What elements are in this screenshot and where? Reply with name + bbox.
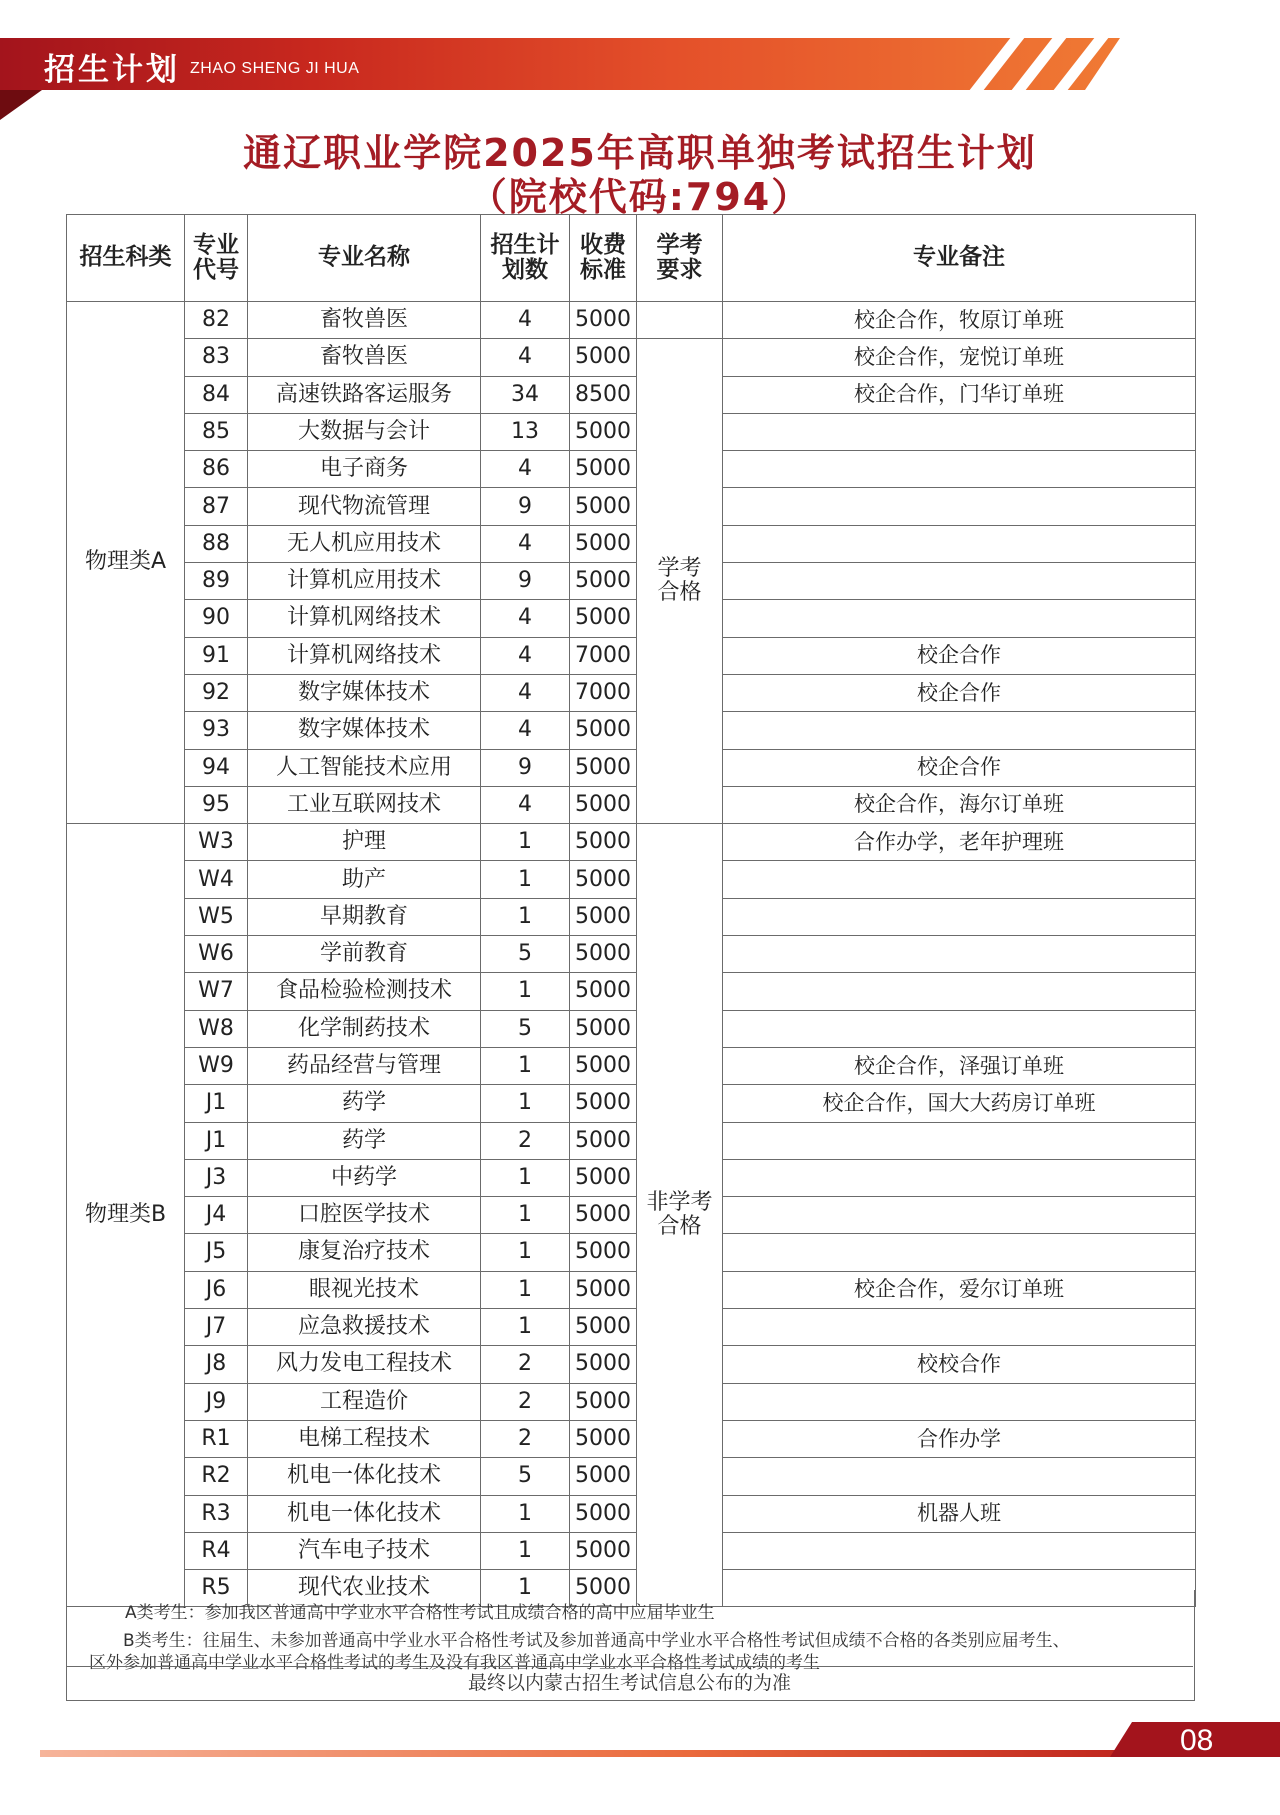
banner-stripes	[960, 38, 1130, 90]
plan-count-cell: 4	[481, 600, 570, 637]
fee-cell: 5000	[570, 1085, 637, 1122]
fee-cell: 5000	[570, 1420, 637, 1457]
remark-cell	[723, 1532, 1196, 1569]
remark-cell	[723, 898, 1196, 935]
major-code-cell: R2	[185, 1458, 248, 1495]
requirement-cell: 非学考 合格	[637, 824, 723, 1607]
major-code-cell: 92	[185, 674, 248, 711]
major-name-cell: 畜牧兽医	[248, 302, 481, 339]
major-name-cell: 学前教育	[248, 936, 481, 973]
table-row	[67, 563, 1196, 600]
major-code-cell: W5	[185, 898, 248, 935]
plan-count-cell: 1	[481, 1495, 570, 1532]
major-name-cell: 助产	[248, 861, 481, 898]
table-row	[67, 525, 1196, 562]
header-requirement: 学考 要求	[637, 215, 723, 302]
plan-count-cell: 1	[481, 1159, 570, 1196]
remark-cell: 校企合作，海尔订单班	[723, 786, 1196, 823]
plan-count-cell: 1	[481, 898, 570, 935]
plan-count-cell: 2	[481, 1383, 570, 1420]
table-row	[67, 824, 1196, 861]
plan-count-cell: 4	[481, 637, 570, 674]
remark-cell: 校企合作，国大大药房订单班	[723, 1085, 1196, 1122]
fee-cell: 5000	[570, 488, 637, 525]
major-name-cell: 中药学	[248, 1159, 481, 1196]
fee-cell: 5000	[570, 786, 637, 823]
school-code: （院校代码:794）	[468, 175, 812, 219]
remark-cell: 合作办学	[723, 1420, 1196, 1457]
header-name: 专业名称	[248, 215, 481, 302]
table-body	[67, 302, 1196, 1607]
final-note: 最终以内蒙古招生考试信息公布的为准	[66, 1666, 1193, 1700]
fee-cell: 5000	[570, 749, 637, 786]
remark-cell	[723, 973, 1196, 1010]
page-number: 08	[1180, 1724, 1214, 1757]
major-name-cell: 电子商务	[248, 451, 481, 488]
plan-count-cell: 4	[481, 525, 570, 562]
fee-cell: 5000	[570, 1532, 637, 1569]
major-code-cell: 90	[185, 600, 248, 637]
header-code: 专业 代号	[185, 215, 248, 302]
banner-fold	[0, 90, 42, 120]
table-row	[67, 1197, 1196, 1234]
fee-cell: 5000	[570, 712, 637, 749]
table-row	[67, 1234, 1196, 1271]
major-name-cell: 现代物流管理	[248, 488, 481, 525]
remark-cell: 校企合作，宠悦订单班	[723, 339, 1196, 376]
major-name-cell: 工业互联网技术	[248, 786, 481, 823]
major-name-cell: 现代农业技术	[248, 1570, 481, 1607]
remark-cell	[723, 1234, 1196, 1271]
major-name-cell: 机电一体化技术	[248, 1495, 481, 1532]
major-name-cell: 工程造价	[248, 1383, 481, 1420]
major-code-cell: W8	[185, 1010, 248, 1047]
major-name-cell: 应急救援技术	[248, 1309, 481, 1346]
major-name-cell: 畜牧兽医	[248, 339, 481, 376]
fee-cell: 5000	[570, 563, 637, 600]
major-code-cell: 86	[185, 451, 248, 488]
fee-cell: 5000	[570, 1010, 637, 1047]
requirement-cell: 学考 合格	[637, 339, 723, 824]
major-name-cell: 数字媒体技术	[248, 674, 481, 711]
table-row	[67, 936, 1196, 973]
table-row	[67, 451, 1196, 488]
plan-count-cell: 5	[481, 1458, 570, 1495]
major-code-cell: J6	[185, 1271, 248, 1308]
table-row	[67, 898, 1196, 935]
table-row	[67, 1085, 1196, 1122]
remark-cell	[723, 1458, 1196, 1495]
remark-cell	[723, 1383, 1196, 1420]
table-row	[67, 861, 1196, 898]
major-name-cell: 数字媒体技术	[248, 712, 481, 749]
plan-count-cell: 5	[481, 1010, 570, 1047]
requirement-cell-blank	[637, 302, 723, 339]
major-name-cell: 机电一体化技术	[248, 1458, 481, 1495]
major-code-cell: J3	[185, 1159, 248, 1196]
section-subtitle: ZHAO SHENG JI HUA	[190, 60, 360, 77]
remark-cell	[723, 1309, 1196, 1346]
table-row	[67, 302, 1196, 339]
remark-cell: 校企合作，泽强订单班	[723, 1047, 1196, 1084]
major-name-cell: 药学	[248, 1085, 481, 1122]
fee-cell: 5000	[570, 1495, 637, 1532]
major-code-cell: R4	[185, 1532, 248, 1569]
fee-cell: 8500	[570, 376, 637, 413]
table-row	[67, 600, 1196, 637]
fee-cell: 7000	[570, 637, 637, 674]
fee-cell: 5000	[570, 1309, 637, 1346]
major-code-cell: 95	[185, 786, 248, 823]
major-code-cell: 83	[185, 339, 248, 376]
remark-cell: 校企合作	[723, 749, 1196, 786]
table-row	[67, 1383, 1196, 1420]
fee-cell: 5000	[570, 1197, 637, 1234]
remark-cell: 校企合作，爱尔订单班	[723, 1271, 1196, 1308]
table-row	[67, 786, 1196, 823]
major-code-cell: R5	[185, 1570, 248, 1607]
remark-cell	[723, 451, 1196, 488]
plan-count-cell: 1	[481, 1532, 570, 1569]
plan-count-cell: 1	[481, 824, 570, 861]
fee-cell: 5000	[570, 1122, 637, 1159]
fee-cell: 5000	[570, 824, 637, 861]
plan-count-cell: 4	[481, 302, 570, 339]
major-code-cell: J4	[185, 1197, 248, 1234]
plan-count-cell: 4	[481, 451, 570, 488]
remark-cell	[723, 712, 1196, 749]
major-code-cell: J1	[185, 1122, 248, 1159]
plan-count-cell: 9	[481, 563, 570, 600]
major-code-cell: 85	[185, 413, 248, 450]
table-row	[67, 1420, 1196, 1457]
table-row	[67, 1271, 1196, 1308]
fee-cell: 5000	[570, 339, 637, 376]
major-code-cell: J1	[185, 1085, 248, 1122]
major-code-cell: R3	[185, 1495, 248, 1532]
major-code-cell: W3	[185, 824, 248, 861]
plan-count-cell: 5	[481, 936, 570, 973]
major-code-cell: 84	[185, 376, 248, 413]
major-code-cell: J5	[185, 1234, 248, 1271]
fee-cell: 5000	[570, 1159, 637, 1196]
table-row	[67, 1532, 1196, 1569]
table-row	[67, 1458, 1196, 1495]
remark-cell: 校校合作	[723, 1346, 1196, 1383]
major-name-cell: 高速铁路客运服务	[248, 376, 481, 413]
table-row	[67, 413, 1196, 450]
major-name-cell: 早期教育	[248, 898, 481, 935]
plan-count-cell: 9	[481, 488, 570, 525]
header-remark: 专业备注	[723, 215, 1196, 302]
remark-cell	[723, 413, 1196, 450]
major-name-cell: 计算机应用技术	[248, 563, 481, 600]
fee-cell: 5000	[570, 451, 637, 488]
major-name-cell: 电梯工程技术	[248, 1420, 481, 1457]
table-row	[67, 674, 1196, 711]
table-row	[67, 376, 1196, 413]
fee-cell: 5000	[570, 1346, 637, 1383]
footer-line	[40, 1750, 1120, 1757]
major-name-cell: 人工智能技术应用	[248, 749, 481, 786]
plan-count-cell: 1	[481, 1234, 570, 1271]
plan-count-cell: 1	[481, 973, 570, 1010]
fee-cell: 5000	[570, 1047, 637, 1084]
enrollment-table	[66, 214, 1196, 1607]
fee-cell: 7000	[570, 674, 637, 711]
table-row	[67, 1047, 1196, 1084]
table-row	[67, 1010, 1196, 1047]
fee-cell: 5000	[570, 861, 637, 898]
fee-cell: 5000	[570, 600, 637, 637]
major-code-cell: J8	[185, 1346, 248, 1383]
note-a: A类考生：参加我区普通高中学业水平合格性考试且成绩合格的高中应届毕业生	[125, 1603, 715, 1623]
major-name-cell: 无人机应用技术	[248, 525, 481, 562]
plan-count-cell: 13	[481, 413, 570, 450]
table-row	[67, 749, 1196, 786]
major-code-cell: J9	[185, 1383, 248, 1420]
plan-count-cell: 1	[481, 861, 570, 898]
plan-count-cell: 2	[481, 1346, 570, 1383]
major-name-cell: 大数据与会计	[248, 413, 481, 450]
major-code-cell: 89	[185, 563, 248, 600]
remark-cell	[723, 563, 1196, 600]
remark-cell	[723, 1010, 1196, 1047]
remark-cell: 校企合作，牧原订单班	[723, 302, 1196, 339]
major-code-cell: 87	[185, 488, 248, 525]
remark-cell	[723, 488, 1196, 525]
plan-count-cell: 1	[481, 1309, 570, 1346]
table-row	[67, 488, 1196, 525]
remark-cell	[723, 1197, 1196, 1234]
fee-cell: 5000	[570, 1271, 637, 1308]
fee-cell: 5000	[570, 302, 637, 339]
fee-cell: 5000	[570, 936, 637, 973]
remark-cell	[723, 525, 1196, 562]
remark-cell	[723, 600, 1196, 637]
plan-count-cell: 4	[481, 339, 570, 376]
major-code-cell: 88	[185, 525, 248, 562]
plan-count-cell: 1	[481, 1197, 570, 1234]
note-b-line2: 区外参加普通高中学业水平合格性考试的考生及没有我区普通高中学业水平合格性考试成绩的考生	[89, 1653, 820, 1673]
header-plan: 招生计 划数	[481, 215, 570, 302]
plan-count-cell: 4	[481, 786, 570, 823]
major-name-cell: 化学制药技术	[248, 1010, 481, 1047]
remark-cell: 校企合作	[723, 637, 1196, 674]
table-row	[67, 1495, 1196, 1532]
major-code-cell: R1	[185, 1420, 248, 1457]
section-title: 招生计划	[44, 52, 180, 88]
fee-cell: 5000	[570, 1234, 637, 1271]
fee-cell: 5000	[570, 973, 637, 1010]
major-name-cell: 汽车电子技术	[248, 1532, 481, 1569]
remark-cell	[723, 1159, 1196, 1196]
major-code-cell: W6	[185, 936, 248, 973]
plan-count-cell: 2	[481, 1122, 570, 1159]
table-header-row	[67, 215, 1196, 302]
major-code-cell: 94	[185, 749, 248, 786]
header-category: 招生科类	[67, 215, 185, 302]
note-b-line1: B类考生：往届生、未参加普通高中学业水平合格性考试及参加普通高中学业水平合格性考试但成绩不合格的各类别应届考生、	[123, 1631, 1070, 1651]
plan-count-cell: 1	[481, 1271, 570, 1308]
remark-cell: 机器人班	[723, 1495, 1196, 1532]
major-code-cell: W9	[185, 1047, 248, 1084]
major-name-cell: 护理	[248, 824, 481, 861]
remark-cell: 校企合作，门华订单班	[723, 376, 1196, 413]
plan-count-cell: 1	[481, 1570, 570, 1607]
major-name-cell: 药品经营与管理	[248, 1047, 481, 1084]
major-code-cell: W4	[185, 861, 248, 898]
major-name-cell: 风力发电工程技术	[248, 1346, 481, 1383]
table-row	[67, 1346, 1196, 1383]
fee-cell: 5000	[570, 413, 637, 450]
major-code-cell: 82	[185, 302, 248, 339]
remark-cell	[723, 1122, 1196, 1159]
plan-count-cell: 2	[481, 1420, 570, 1457]
category-cell: 物理类B	[67, 824, 185, 1607]
major-code-cell: J7	[185, 1309, 248, 1346]
table-row	[67, 973, 1196, 1010]
remark-cell	[723, 861, 1196, 898]
major-name-cell: 计算机网络技术	[248, 637, 481, 674]
fee-cell: 5000	[570, 1570, 637, 1607]
fee-cell: 5000	[570, 525, 637, 562]
major-code-cell: 93	[185, 712, 248, 749]
plan-count-cell: 1	[481, 1047, 570, 1084]
fee-cell: 5000	[570, 898, 637, 935]
plan-count-cell: 1	[481, 1085, 570, 1122]
fee-cell: 5000	[570, 1458, 637, 1495]
table-row	[67, 1122, 1196, 1159]
major-code-cell: W7	[185, 973, 248, 1010]
remark-cell	[723, 936, 1196, 973]
major-name-cell: 食品检验检测技术	[248, 973, 481, 1010]
remark-cell: 校企合作	[723, 674, 1196, 711]
table-row	[67, 1309, 1196, 1346]
plan-count-cell: 4	[481, 712, 570, 749]
document-title: 通辽职业学院2025年高职单独考试招生计划	[243, 131, 1037, 175]
major-name-cell: 康复治疗技术	[248, 1234, 481, 1271]
major-code-cell: 91	[185, 637, 248, 674]
major-name-cell: 计算机网络技术	[248, 600, 481, 637]
table-row	[67, 339, 1196, 376]
plan-count-cell: 34	[481, 376, 570, 413]
table-row	[67, 712, 1196, 749]
major-name-cell: 药学	[248, 1122, 481, 1159]
header-fee: 收费 标准	[570, 215, 637, 302]
remark-cell: 合作办学，老年护理班	[723, 824, 1196, 861]
major-name-cell: 眼视光技术	[248, 1271, 481, 1308]
category-cell: 物理类A	[67, 302, 185, 824]
table-row	[67, 1159, 1196, 1196]
major-name-cell: 口腔医学技术	[248, 1197, 481, 1234]
plan-count-cell: 9	[481, 749, 570, 786]
fee-cell: 5000	[570, 1383, 637, 1420]
table-row	[67, 637, 1196, 674]
plan-count-cell: 4	[481, 674, 570, 711]
